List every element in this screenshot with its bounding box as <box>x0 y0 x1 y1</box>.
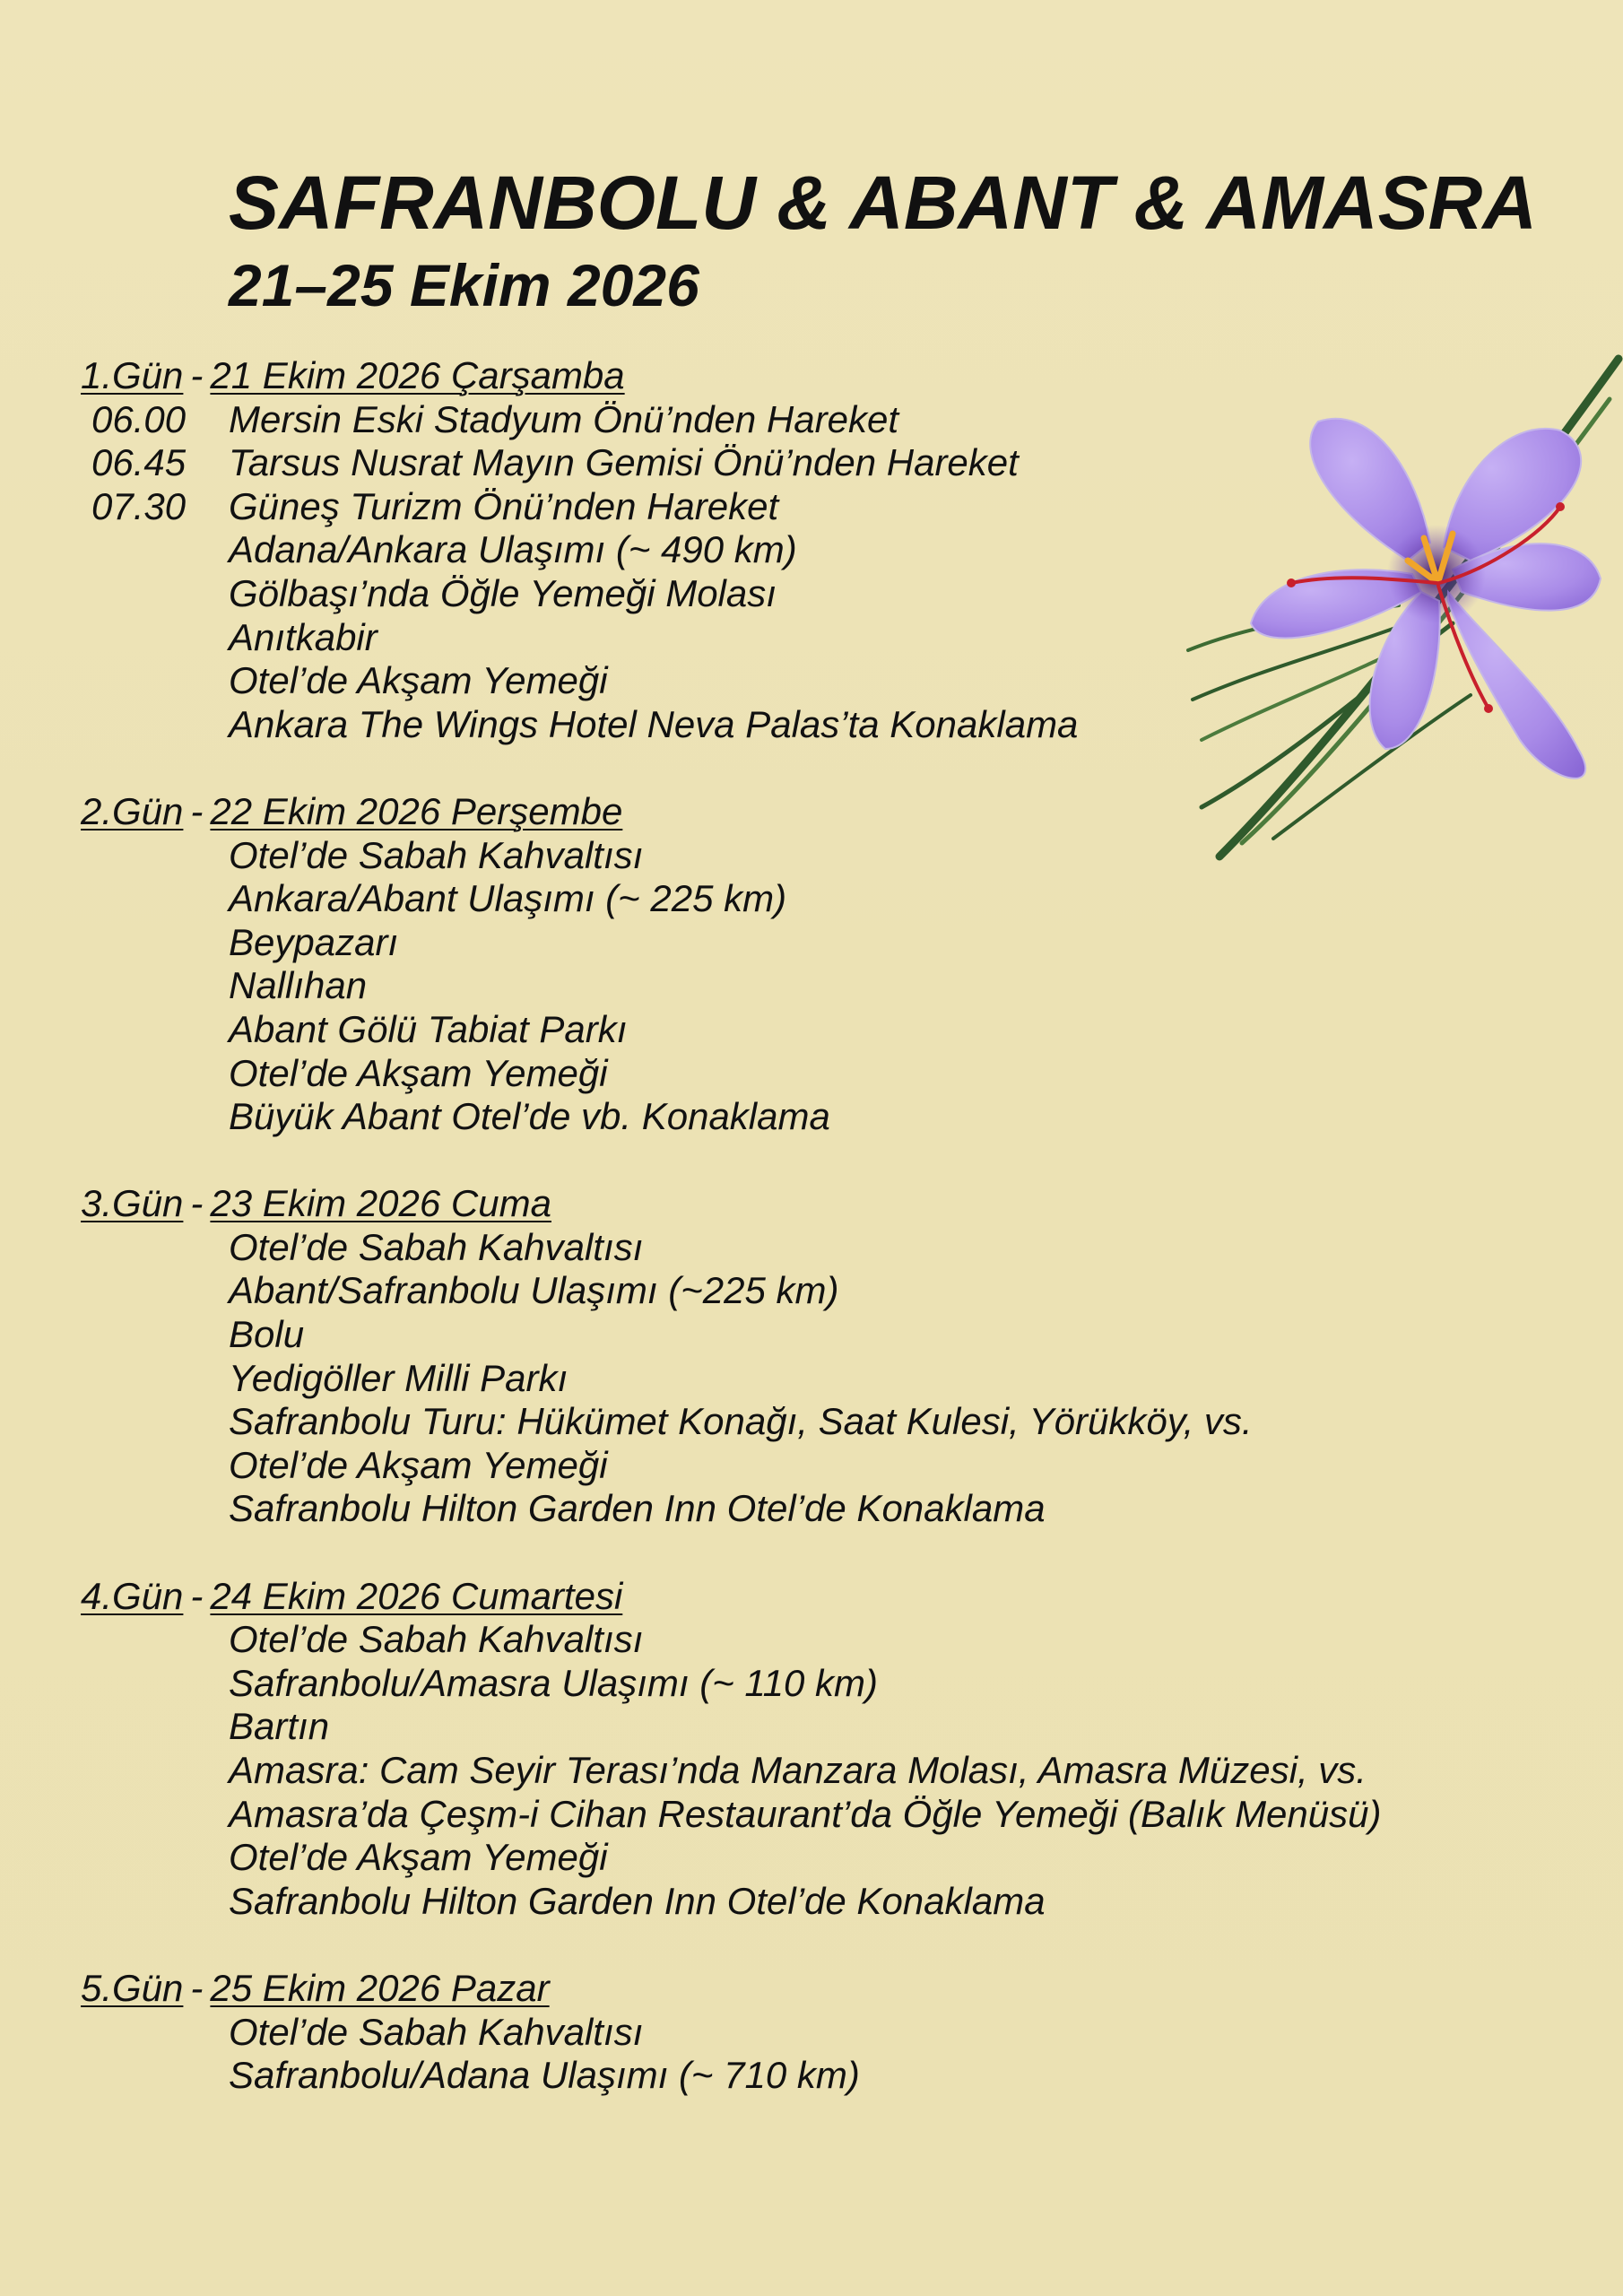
day-heading <box>81 354 1587 398</box>
day-separator: - <box>190 1966 204 2009</box>
item-activity: Amasra: Cam Seyir Terası’nda Manzara Molası, Amasra Müzesi, vs. <box>229 1749 1367 1791</box>
item-activity: Safranbolu/Adana Ulaşımı (~ 710 km) <box>229 2054 860 2097</box>
day-date: 24 Ekim 2026 Cumartesi <box>210 1574 623 1617</box>
day-block <box>81 1575 1587 1924</box>
item-activity: Safranbolu Hilton Garden Inn Otel’de Konaklama <box>229 1879 1046 1922</box>
itinerary-item <box>81 1357 1587 1401</box>
item-activity: Abant/Safranbolu Ulaşımı (~225 km) <box>229 1269 839 1312</box>
itinerary-item <box>81 1444 1587 1488</box>
itinerary-item <box>81 1400 1587 1444</box>
day-block <box>81 354 1587 746</box>
itinerary-item <box>81 877 1587 921</box>
item-activity: Nallıhan <box>229 964 368 1007</box>
day-separator: - <box>190 1574 204 1617</box>
day-block <box>81 1182 1587 1531</box>
day-block <box>81 790 1587 1139</box>
itinerary-item <box>81 1618 1587 1662</box>
day-date: 22 Ekim 2026 Perşembe <box>210 789 623 832</box>
day-separator: - <box>190 1182 204 1225</box>
itinerary-item <box>81 834 1587 878</box>
day-date: 25 Ekim 2026 Pazar <box>210 1966 550 2009</box>
itinerary-item <box>81 2054 1587 2098</box>
page-title: SAFRANBOLU & ABANT & AMASRA <box>229 161 1538 245</box>
day-heading <box>81 1182 1587 1226</box>
itinerary-item <box>81 703 1587 747</box>
item-time: 06.45 <box>91 441 187 484</box>
day-date: 23 Ekim 2026 Cuma <box>210 1182 551 1225</box>
item-activity: Mersin Eski Stadyum Önü’nden Hareket <box>229 397 898 440</box>
day-separator: - <box>190 789 204 832</box>
item-activity: Yedigöller Milli Parkı <box>229 1356 568 1399</box>
itinerary-item <box>81 572 1587 616</box>
item-activity: Otel’de Akşam Yemeği <box>229 659 608 702</box>
itinerary-item <box>81 616 1587 660</box>
itinerary-item <box>81 1052 1587 1096</box>
item-activity: Otel’de Sabah Kahvaltısı <box>229 833 644 876</box>
item-activity: Otel’de Akşam Yemeği <box>229 1836 608 1879</box>
item-activity: Safranbolu/Amasra Ulaşımı (~ 110 km) <box>229 1661 878 1704</box>
itinerary-item <box>81 1269 1587 1313</box>
item-activity: Ankara The Wings Hotel Neva Palas’ta Konaklama <box>229 702 1079 745</box>
day-number: 1.Gün <box>81 354 184 396</box>
item-activity: Otel’de Akşam Yemeği <box>229 1051 608 1094</box>
itinerary-item <box>81 1487 1587 1531</box>
day-heading <box>81 1575 1587 1619</box>
page-subtitle: 21–25 Ekim 2026 <box>229 252 699 318</box>
day-date: 21 Ekim 2026 Çarşamba <box>210 354 625 396</box>
day-separator: - <box>190 354 204 396</box>
itinerary-item <box>81 1226 1587 1270</box>
itinerary-item <box>81 1836 1587 1880</box>
item-activity: Otel’de Sabah Kahvaltısı <box>229 1618 644 1661</box>
day-number: 2.Gün <box>81 789 184 832</box>
itinerary-item <box>81 441 1587 485</box>
item-time: 07.30 <box>91 484 187 527</box>
itinerary-item <box>81 659 1587 703</box>
itinerary-item <box>81 1095 1587 1139</box>
day-heading <box>81 790 1587 834</box>
item-activity: Beypazarı <box>229 920 399 963</box>
day-number: 3.Gün <box>81 1182 184 1225</box>
item-time: 06.00 <box>91 397 187 440</box>
day-block <box>81 1967 1587 2098</box>
itinerary-item <box>81 398 1587 442</box>
itinerary-item <box>81 964 1587 1008</box>
item-activity: Ankara/Abant Ulaşımı (~ 225 km) <box>229 877 787 920</box>
day-heading <box>81 1967 1587 2011</box>
item-activity: Otel’de Sabah Kahvaltısı <box>229 1225 644 1268</box>
itinerary-item <box>81 921 1587 965</box>
itinerary-item <box>81 1705 1587 1749</box>
itinerary-item <box>81 1662 1587 1706</box>
day-number: 4.Gün <box>81 1574 184 1617</box>
item-activity: Otel’de Sabah Kahvaltısı <box>229 2010 644 2053</box>
day-number: 5.Gün <box>81 1966 184 2009</box>
item-activity: Büyük Abant Otel’de vb. Konaklama <box>229 1095 830 1138</box>
item-activity: Otel’de Akşam Yemeği <box>229 1443 608 1486</box>
itinerary-item <box>81 1880 1587 1924</box>
itinerary-item <box>81 1749 1587 1793</box>
itinerary-item <box>81 2011 1587 2055</box>
item-activity: Abant Gölü Tabiat Parkı <box>229 1007 628 1050</box>
itinerary-item <box>81 528 1587 572</box>
itinerary-item <box>81 1793 1587 1837</box>
item-activity: Bolu <box>229 1313 305 1356</box>
item-activity: Anıtkabir <box>229 615 378 658</box>
item-activity: Gölbaşı’nda Öğle Yemeği Molası <box>229 571 777 614</box>
item-activity: Amasra’da Çeşm-i Cihan Restaurant’da Öğle Yemeği (Balık Menüsü) <box>229 1792 1382 1835</box>
itinerary-item <box>81 1008 1587 1052</box>
item-activity: Bartın <box>229 1705 330 1748</box>
itinerary <box>81 354 1587 2141</box>
item-activity: Safranbolu Hilton Garden Inn Otel’de Konaklama <box>229 1487 1046 1530</box>
item-activity: Adana/Ankara Ulaşımı (~ 490 km) <box>229 528 797 571</box>
itinerary-item <box>81 485 1587 529</box>
itinerary-item <box>81 1313 1587 1357</box>
item-activity: Güneş Turizm Önü’nden Hareket <box>229 484 779 527</box>
item-activity: Safranbolu Turu: Hükümet Konağı, Saat Kulesi, Yörükköy, vs. <box>229 1400 1253 1443</box>
item-activity: Tarsus Nusrat Mayın Gemisi Önü’nden Hareket <box>229 441 1019 484</box>
